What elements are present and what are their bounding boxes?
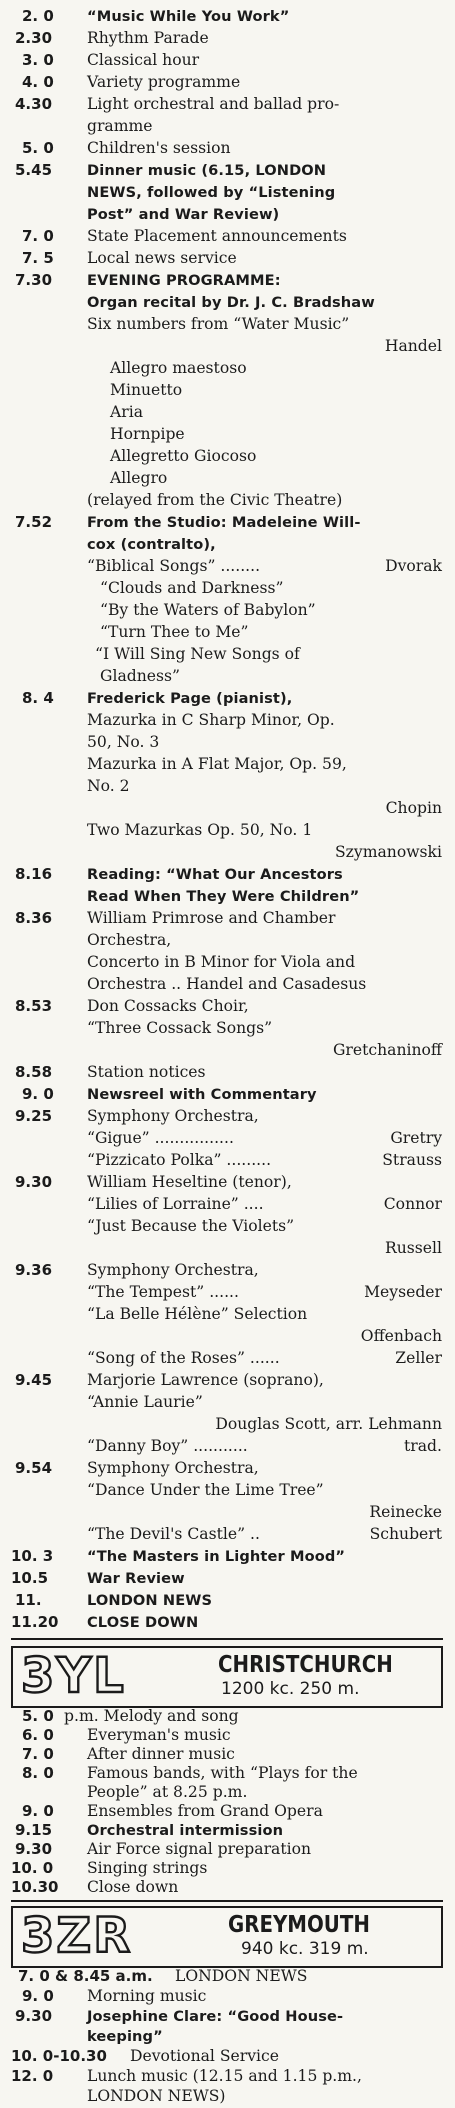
- station-city: GREYMOUTH: [228, 1912, 370, 1938]
- time-label: 7. 0: [22, 1745, 54, 1763]
- programme-line: LONDON NEWS: [87, 1592, 213, 1609]
- programme-line: EVENING PROGRAMME:: [87, 272, 281, 289]
- time-label: 8.16: [15, 865, 53, 883]
- station-frequency: 1200 kc. 250 m.: [221, 1679, 360, 1699]
- composer-name: Meyseder: [364, 1283, 442, 1301]
- time-label: 10. 3: [11, 1547, 54, 1565]
- programme-line: “Pizzicato Polka” .........: [87, 1151, 272, 1169]
- programme-line: Devotional Service: [130, 2047, 279, 2065]
- time-label: 12. 0: [11, 2067, 54, 2085]
- composer-name: Reinecke: [369, 1503, 442, 1521]
- programme-line: Don Cossacks Choir,: [87, 997, 249, 1015]
- programme-line: Allegretto Giocoso: [110, 447, 257, 465]
- composer-name: Szymanowski: [334, 843, 442, 861]
- programme-line: Symphony Orchestra,: [87, 1261, 259, 1279]
- programme-line: Children's session: [87, 139, 231, 157]
- programme-line: Allegro: [110, 469, 168, 487]
- programme-line: Mazurka in A Flat Major, Op. 59,: [87, 755, 347, 773]
- time-label: 9.25: [15, 1107, 53, 1125]
- programme-line: War Review: [87, 1570, 185, 1587]
- time-label: 7.52: [15, 513, 53, 531]
- programme-line: Everyman's music: [87, 1726, 231, 1744]
- time-label: 9.15: [15, 1821, 53, 1839]
- programme-line: “La Belle Hélène” Selection: [87, 1305, 308, 1323]
- programme-line: LONDON NEWS): [87, 2087, 226, 2105]
- station-header-3yl: [11, 1646, 443, 1708]
- programme-line: 50, No. 3: [87, 733, 160, 751]
- programme-line: gramme: [87, 117, 153, 135]
- station-logo: 3ZR: [21, 1908, 133, 1964]
- programme-line: State Placement announcements: [87, 227, 347, 245]
- programme-line: Reading: “What Our Ancestors: [87, 866, 343, 883]
- composer-name: Handel: [384, 337, 442, 355]
- time-label: 8.58: [15, 1063, 53, 1081]
- programme-line: “Song of the Roses” ......: [87, 1349, 280, 1367]
- composer-name: Russell: [385, 1239, 442, 1257]
- programme-line: Close down: [87, 1878, 179, 1896]
- programme-line: Orchestra .. Handel and Casadesus: [87, 975, 367, 993]
- programme-line: Rhythm Parade: [87, 29, 209, 47]
- programme-line: p.m. Melody and song: [64, 1707, 239, 1725]
- composer-name: Gretry: [390, 1129, 442, 1147]
- composer-name: Connor: [383, 1195, 442, 1213]
- programme-line: Hornpipe: [110, 425, 185, 443]
- programme-line: After dinner music: [87, 1745, 235, 1763]
- programme-line: “Just Because the Violets”: [87, 1217, 295, 1235]
- time-label: 7. 0 & 8.45 a.m.: [18, 1967, 153, 1985]
- programme-line: Minuetto: [110, 381, 183, 399]
- programme-line: Lunch music (12.15 and 1.15 p.m.,: [87, 2067, 362, 2085]
- composer-name: Gretchaninoff: [332, 1041, 442, 1059]
- time-label: 4.30: [15, 95, 53, 113]
- programme-line: CLOSE DOWN: [87, 1614, 199, 1631]
- programme-line: “The Devil's Castle” ..: [87, 1525, 260, 1543]
- programme-line: “Turn Thee to Me”: [100, 623, 249, 641]
- programme-line: “The Tempest” ......: [87, 1283, 239, 1301]
- time-label: 8.53: [15, 997, 53, 1015]
- programme-line: keeping”: [87, 2028, 163, 2045]
- programme-line: “By the Waters of Babylon”: [100, 601, 316, 619]
- programme-line: (relayed from the Civic Theatre): [87, 491, 343, 509]
- station-frequency: 940 kc. 319 m.: [241, 1939, 369, 1959]
- time-label: 10. 0-10.30: [11, 2047, 107, 2065]
- composer-name: Chopin: [385, 799, 442, 817]
- time-label: 7. 5: [22, 249, 54, 267]
- programme-line: Morning music: [87, 1987, 207, 2005]
- programme-line: “Lilies of Lorraine” ....: [87, 1195, 264, 1213]
- programme-line: Variety programme: [87, 73, 241, 91]
- programme-line: “Music While You Work”: [87, 8, 290, 25]
- programme-line: Ensembles from Grand Opera: [87, 1802, 323, 1820]
- programme-line: Orchestral intermission: [87, 1822, 284, 1839]
- station-logo: 3YL: [21, 1648, 126, 1704]
- time-label: 5. 0: [22, 139, 54, 157]
- time-label: 11.: [15, 1591, 42, 1609]
- programme-line: Two Mazurkas Op. 50, No. 1: [87, 821, 313, 839]
- time-label: 9.54: [15, 1459, 53, 1477]
- time-label: 9.30: [15, 2007, 53, 2025]
- programme-line: Symphony Orchestra,: [87, 1107, 259, 1125]
- programme-line: “Biblical Songs” ........: [87, 557, 261, 575]
- programme-line: Gladness”: [100, 667, 180, 685]
- programme-line: Symphony Orchestra,: [87, 1459, 259, 1477]
- programme-line: William Primrose and Chamber: [87, 909, 336, 927]
- programme-line: Allegro maestoso: [110, 359, 247, 377]
- programme-line: Read When They Were Children”: [87, 888, 360, 905]
- composer-name: Douglas Scott, arr. Lehmann: [215, 1415, 442, 1433]
- programme-line: Classical hour: [87, 51, 200, 69]
- programme-line: From the Studio: Madeleine Will-: [87, 514, 361, 531]
- time-label: 9.45: [15, 1371, 53, 1389]
- time-label: 10.30: [11, 1878, 59, 1896]
- programme-line: Frederick Page (pianist),: [87, 690, 293, 707]
- programme-line: “I Will Sing New Songs of: [95, 645, 300, 663]
- time-label: 7. 0: [22, 227, 54, 245]
- time-label: 8. 4: [22, 689, 54, 707]
- time-label: 8.36: [15, 909, 53, 927]
- time-label: 6. 0: [22, 1726, 54, 1744]
- composer-name: Offenbach: [360, 1327, 442, 1345]
- time-label: 10. 0: [11, 1859, 54, 1877]
- programme-line: Josephine Clare: “Good House-: [87, 2008, 344, 2025]
- programme-line: Marjorie Lawrence (soprano),: [87, 1371, 324, 1389]
- composer-name: Schubert: [369, 1525, 442, 1543]
- programme-line: Organ recital by Dr. J. C. Bradshaw: [87, 294, 375, 311]
- station-city: CHRISTCHURCH: [218, 1652, 393, 1678]
- programme-line: cox (contralto),: [87, 536, 216, 553]
- time-label: 2. 0: [22, 7, 54, 25]
- programme-line: Post” and War Review): [87, 206, 280, 223]
- programme-line: “Gigue” ................: [87, 1129, 234, 1147]
- time-label: 9.30: [15, 1173, 53, 1191]
- programme-line: NEWS, followed by “Listening: [87, 184, 336, 201]
- time-label: 5. 0: [22, 1707, 54, 1725]
- composer-name: Dvorak: [385, 557, 442, 575]
- time-label: 8. 0: [22, 1764, 54, 1782]
- time-label: 9. 0: [22, 1987, 54, 2005]
- composer-name: Strauss: [382, 1151, 442, 1169]
- time-label: 10.5: [11, 1569, 49, 1587]
- time-label: 9. 0: [22, 1085, 54, 1103]
- programme-line: Station notices: [87, 1063, 206, 1081]
- time-label: 2.30: [15, 29, 53, 47]
- programme-line: Famous bands, with “Plays for the: [87, 1764, 358, 1782]
- section-divider: [11, 1638, 443, 1640]
- section-divider: [11, 1900, 443, 1902]
- programme-line: People” at 8.25 p.m.: [87, 1783, 248, 1801]
- programme-line: Air Force signal preparation: [87, 1840, 312, 1858]
- programme-line: William Heseltine (tenor),: [87, 1173, 292, 1191]
- programme-line: LONDON NEWS: [175, 1967, 308, 1985]
- programme-line: Dinner music (6.15, LONDON: [87, 162, 327, 179]
- programme-line: Mazurka in C Sharp Minor, Op.: [87, 711, 335, 729]
- programme-line: Local news service: [87, 249, 237, 267]
- programme-line: Orchestra,: [87, 931, 172, 949]
- programme-line: “Danny Boy” ...........: [87, 1437, 248, 1455]
- programme-line: “Annie Laurie”: [87, 1393, 203, 1411]
- programme-line: “The Masters in Lighter Mood”: [87, 1548, 346, 1565]
- composer-name: trad.: [404, 1437, 442, 1455]
- time-label: 5.45: [15, 161, 53, 179]
- composer-name: Zeller: [395, 1349, 442, 1367]
- programme-line: “Three Cossack Songs”: [87, 1019, 273, 1037]
- programme-line: Singing strings: [87, 1859, 208, 1877]
- time-label: 3. 0: [22, 51, 54, 69]
- time-label: 4. 0: [22, 73, 54, 91]
- time-label: 9.30: [15, 1840, 53, 1858]
- programme-line: “Clouds and Darkness”: [100, 579, 284, 597]
- programme-line: No. 2: [87, 777, 130, 795]
- programme-line: Six numbers from “Water Music”: [87, 315, 350, 333]
- time-label: 11.20: [11, 1613, 59, 1631]
- time-label: 7.30: [15, 271, 53, 289]
- programme-line: Concerto in B Minor for Viola and: [87, 953, 356, 971]
- programme-line: “Dance Under the Lime Tree”: [87, 1481, 324, 1499]
- programme-line: Aria: [110, 403, 143, 421]
- station-header-3zr: [11, 1906, 443, 1968]
- programme-line: Light orchestral and ballad pro-: [87, 95, 340, 113]
- time-label: 9.36: [15, 1261, 53, 1279]
- time-label: 9. 0: [22, 1802, 54, 1820]
- programme-line: Newsreel with Commentary: [87, 1086, 317, 1103]
